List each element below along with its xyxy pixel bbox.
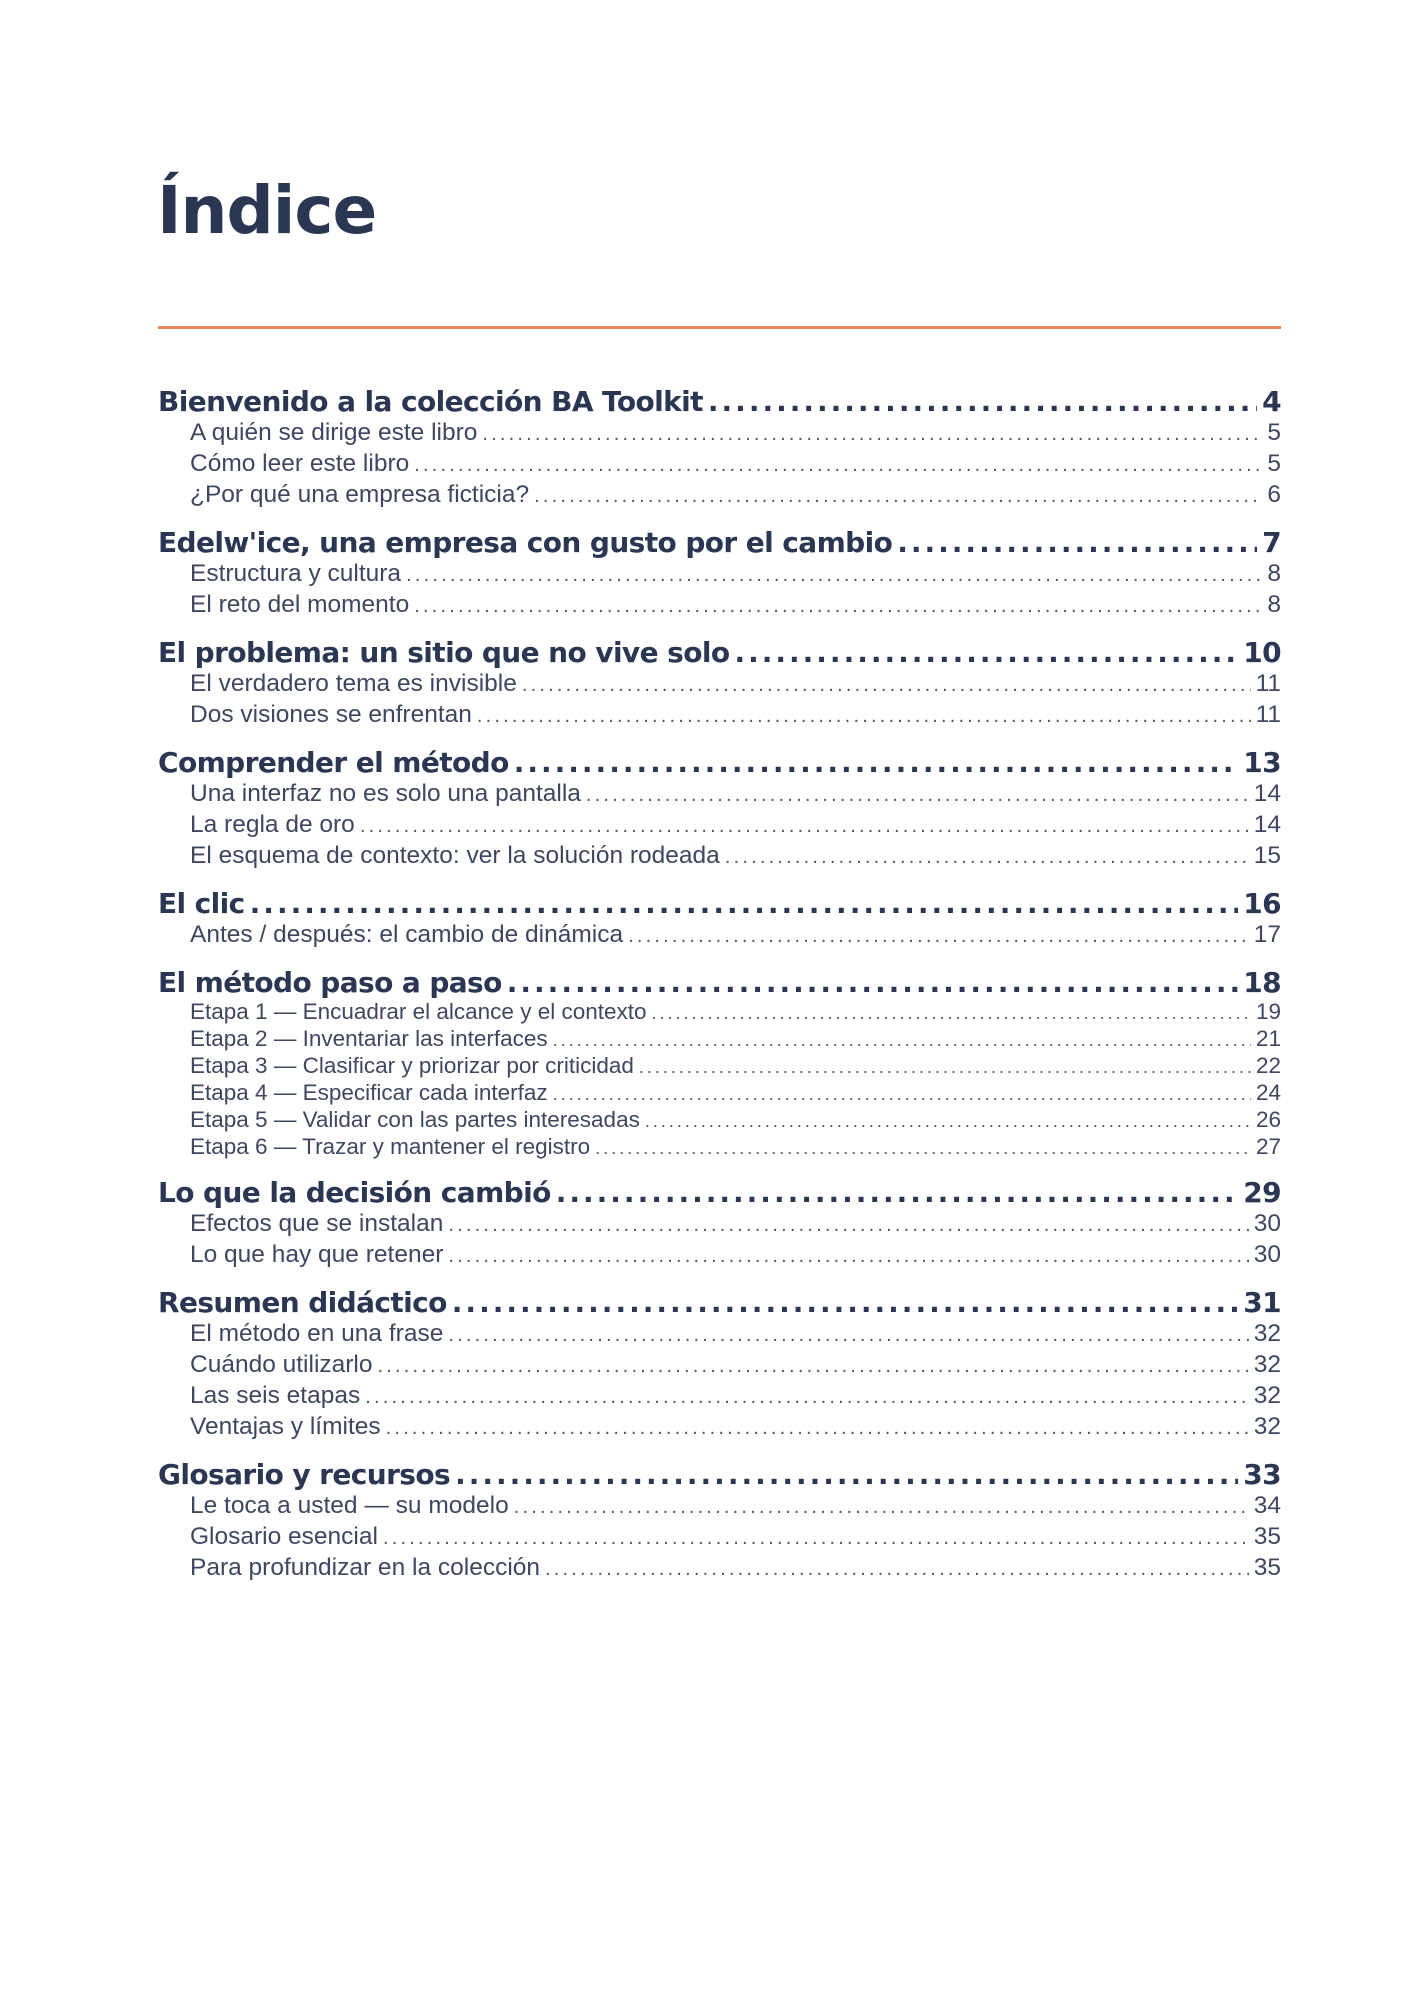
dot-leader xyxy=(448,1319,1248,1350)
toc-subentry[interactable] xyxy=(158,1381,1281,1412)
toc-subentry-title: Etapa 5 — Validar con las partes interesadas xyxy=(190,1107,640,1132)
toc-subentry-page: 6 xyxy=(1267,481,1281,508)
dot-leader xyxy=(522,669,1251,700)
toc-subentry-title: Las seis etapas xyxy=(190,1382,361,1409)
toc-subentry[interactable] xyxy=(158,810,1281,841)
toc-subentry[interactable] xyxy=(158,1240,1281,1271)
toc-chapter-entry-page: 16 xyxy=(1243,887,1281,920)
toc-section xyxy=(158,967,1281,1161)
toc-subentry-page: 24 xyxy=(1255,1080,1281,1105)
dot-leader xyxy=(545,1553,1249,1584)
toc-section xyxy=(158,747,1281,872)
toc-chapter-entry-title: El clic xyxy=(158,887,245,920)
toc-chapter-entry-page: 4 xyxy=(1262,385,1281,418)
dot-leader xyxy=(383,1522,1249,1553)
toc-subentry-title: Estructura y cultura xyxy=(190,560,402,587)
toc-subentry-title: Cómo leer este libro xyxy=(190,450,410,477)
dot-leader xyxy=(553,1080,1251,1107)
toc-subentry-title: Lo que hay que retener xyxy=(190,1241,444,1268)
toc-subentry-title: ¿Por qué una empresa ficticia? xyxy=(190,481,530,508)
toc-subentry-page: 35 xyxy=(1253,1523,1281,1550)
toc-chapter-entry[interactable] xyxy=(158,888,1281,920)
toc-chapter-entry[interactable] xyxy=(158,747,1281,779)
toc-subentry-page: 22 xyxy=(1255,1053,1281,1078)
toc-subentry[interactable] xyxy=(158,779,1281,810)
toc-section xyxy=(158,527,1281,621)
dot-leader xyxy=(406,559,1262,590)
toc-subentry[interactable] xyxy=(158,669,1281,700)
toc-subentry[interactable] xyxy=(158,841,1281,872)
toc-subentry[interactable] xyxy=(158,1053,1281,1080)
toc-subentry-title: Ventajas y límites xyxy=(190,1413,381,1440)
toc-subentry[interactable] xyxy=(158,999,1281,1026)
toc-chapter-entry-title: El problema: un sitio que no vive solo xyxy=(158,636,730,669)
dot-leader xyxy=(514,1491,1249,1522)
toc-subentry[interactable] xyxy=(158,480,1281,511)
toc-chapter-entry[interactable] xyxy=(158,1177,1281,1209)
toc-chapter-entry[interactable] xyxy=(158,1287,1281,1319)
table-of-contents xyxy=(158,386,1281,1600)
dot-leader xyxy=(448,1240,1248,1271)
toc-chapter-entry-title: El método paso a paso xyxy=(158,966,502,999)
toc-subentry-title: Efectos que se instalan xyxy=(190,1210,444,1237)
toc-section xyxy=(158,1177,1281,1271)
toc-section xyxy=(158,637,1281,731)
toc-subentry-title: Glosario esencial xyxy=(190,1523,378,1550)
toc-subentry-title: Etapa 1 — Encuadrar el alcance y el contexto xyxy=(190,999,647,1024)
toc-subentry[interactable] xyxy=(158,1209,1281,1240)
toc-subentry-page: 8 xyxy=(1267,560,1281,587)
toc-subentry-page: 35 xyxy=(1253,1554,1281,1581)
toc-subentry[interactable] xyxy=(158,1134,1281,1161)
toc-subentry-title: Para profundizar en la colección xyxy=(190,1554,541,1581)
toc-subentry-page: 5 xyxy=(1267,419,1281,446)
toc-chapter-entry-page: 29 xyxy=(1243,1176,1281,1209)
toc-subentry-page: 30 xyxy=(1253,1210,1281,1237)
dot-leader xyxy=(448,1209,1248,1240)
toc-chapter-entry[interactable] xyxy=(158,637,1281,669)
page-title: Índice xyxy=(157,172,377,249)
toc-subentry[interactable] xyxy=(158,700,1281,731)
dot-leader xyxy=(725,841,1249,872)
dot-leader xyxy=(708,386,1257,418)
toc-subentry[interactable] xyxy=(158,920,1281,951)
dot-leader xyxy=(378,1350,1249,1381)
toc-subentry[interactable] xyxy=(158,1522,1281,1553)
dot-leader xyxy=(639,1053,1251,1080)
toc-subentry[interactable] xyxy=(158,1026,1281,1053)
toc-subentry-page: 30 xyxy=(1253,1241,1281,1268)
toc-subentry-page: 32 xyxy=(1253,1351,1281,1378)
toc-subentry-page: 5 xyxy=(1267,450,1281,477)
toc-chapter-entry[interactable] xyxy=(158,967,1281,999)
toc-subentry-page: 32 xyxy=(1253,1382,1281,1409)
toc-chapter-entry-page: 18 xyxy=(1243,966,1281,999)
toc-subentry-page: 34 xyxy=(1253,1492,1281,1519)
toc-subentry-page: 32 xyxy=(1253,1320,1281,1347)
toc-subentry[interactable] xyxy=(158,1107,1281,1134)
toc-subentry-page: 32 xyxy=(1253,1413,1281,1440)
toc-chapter-entry-title: Bienvenido a la colección BA Toolkit xyxy=(158,385,703,418)
toc-subentry-title: El verdadero tema es invisible xyxy=(190,670,517,697)
toc-subentry-page: 11 xyxy=(1255,670,1281,697)
toc-subentry[interactable] xyxy=(158,1553,1281,1584)
dot-leader xyxy=(482,418,1262,449)
toc-subentry-page: 14 xyxy=(1253,811,1281,838)
toc-subentry-page: 19 xyxy=(1255,999,1281,1024)
dot-leader xyxy=(556,1177,1238,1209)
toc-chapter-entry-title: Comprender el método xyxy=(158,746,509,779)
toc-section xyxy=(158,888,1281,951)
dot-leader xyxy=(553,1026,1251,1053)
dot-leader xyxy=(595,1134,1251,1161)
toc-subentry-title: Cuándo utilizarlo xyxy=(190,1351,373,1378)
toc-chapter-entry-title: Lo que la decisión cambió xyxy=(158,1176,551,1209)
toc-chapter-entry-page: 10 xyxy=(1243,636,1281,669)
toc-section xyxy=(158,1459,1281,1584)
title-divider xyxy=(158,326,1281,329)
toc-chapter-entry-page: 33 xyxy=(1243,1458,1281,1491)
toc-subentry-page: 21 xyxy=(1255,1026,1281,1051)
toc-subentry[interactable] xyxy=(158,1491,1281,1522)
toc-subentry[interactable] xyxy=(158,1319,1281,1350)
toc-subentry-page: 15 xyxy=(1253,842,1281,869)
toc-subentry[interactable] xyxy=(158,1080,1281,1107)
toc-subentry[interactable] xyxy=(158,1350,1281,1381)
toc-subentry[interactable] xyxy=(158,418,1281,449)
dot-leader xyxy=(897,527,1257,559)
dot-leader xyxy=(514,747,1239,779)
toc-subentry-page: 26 xyxy=(1255,1107,1281,1132)
dot-leader xyxy=(586,779,1249,810)
dot-leader xyxy=(477,700,1251,731)
toc-chapter-entry-title: Edelw'ice, una empresa con gusto por el cambio xyxy=(158,526,893,559)
toc-subentry[interactable] xyxy=(158,449,1281,480)
toc-subentry-page: 11 xyxy=(1255,701,1281,728)
toc-subentry-title: El reto del momento xyxy=(190,591,410,618)
toc-subentry-title: El método en una frase xyxy=(190,1320,444,1347)
toc-subentry-title: Le toca a usted — su modelo xyxy=(190,1492,509,1519)
dot-leader xyxy=(360,810,1249,841)
toc-chapter-entry-title: Glosario y recursos xyxy=(158,1458,451,1491)
toc-subentry-title: La regla de oro xyxy=(190,811,355,838)
dot-leader xyxy=(386,1412,1249,1443)
toc-subentry-title: A quién se dirige este libro xyxy=(190,419,478,446)
toc-chapter-entry[interactable] xyxy=(158,386,1281,418)
toc-chapter-entry[interactable] xyxy=(158,1459,1281,1491)
dot-leader xyxy=(534,480,1262,511)
dot-leader xyxy=(250,888,1239,920)
dot-leader xyxy=(452,1287,1238,1319)
toc-subentry-page: 8 xyxy=(1267,591,1281,618)
toc-subentry[interactable] xyxy=(158,559,1281,590)
toc-chapter-entry-title: Resumen didáctico xyxy=(158,1286,447,1319)
toc-subentry-title: El esquema de contexto: ver la solución rodeada xyxy=(190,842,720,869)
dot-leader xyxy=(645,1107,1251,1134)
toc-subentry-title: Antes / después: el cambio de dinámica xyxy=(190,921,624,948)
toc-subentry-title: Una interfaz no es solo una pantalla xyxy=(190,780,581,807)
dot-leader xyxy=(652,999,1251,1026)
toc-subentry-page: 27 xyxy=(1255,1134,1281,1159)
toc-chapter-entry-page: 13 xyxy=(1243,746,1281,779)
toc-subentry-title: Etapa 3 — Clasificar y priorizar por criticidad xyxy=(190,1053,634,1078)
dot-leader xyxy=(628,920,1249,951)
toc-subentry-title: Dos visiones se enfrentan xyxy=(190,701,472,728)
toc-subentry[interactable] xyxy=(158,1412,1281,1443)
toc-subentry-title: Etapa 4 — Especificar cada interfaz xyxy=(190,1080,548,1105)
dot-leader xyxy=(365,1381,1248,1412)
toc-chapter-entry-page: 31 xyxy=(1243,1286,1281,1319)
toc-subentry-title: Etapa 2 — Inventariar las interfaces xyxy=(190,1026,548,1051)
dot-leader xyxy=(414,449,1262,480)
toc-section xyxy=(158,386,1281,511)
toc-chapter-entry-page: 7 xyxy=(1262,526,1281,559)
toc-section xyxy=(158,1287,1281,1443)
toc-subentry-title: Etapa 6 — Trazar y mantener el registro xyxy=(190,1134,591,1159)
toc-subentry-page: 14 xyxy=(1253,780,1281,807)
dot-leader xyxy=(507,967,1238,999)
dot-leader xyxy=(414,590,1262,621)
toc-subentry-page: 17 xyxy=(1253,921,1281,948)
toc-subentry[interactable] xyxy=(158,590,1281,621)
dot-leader xyxy=(734,637,1238,669)
dot-leader xyxy=(455,1459,1238,1491)
toc-chapter-entry[interactable] xyxy=(158,527,1281,559)
